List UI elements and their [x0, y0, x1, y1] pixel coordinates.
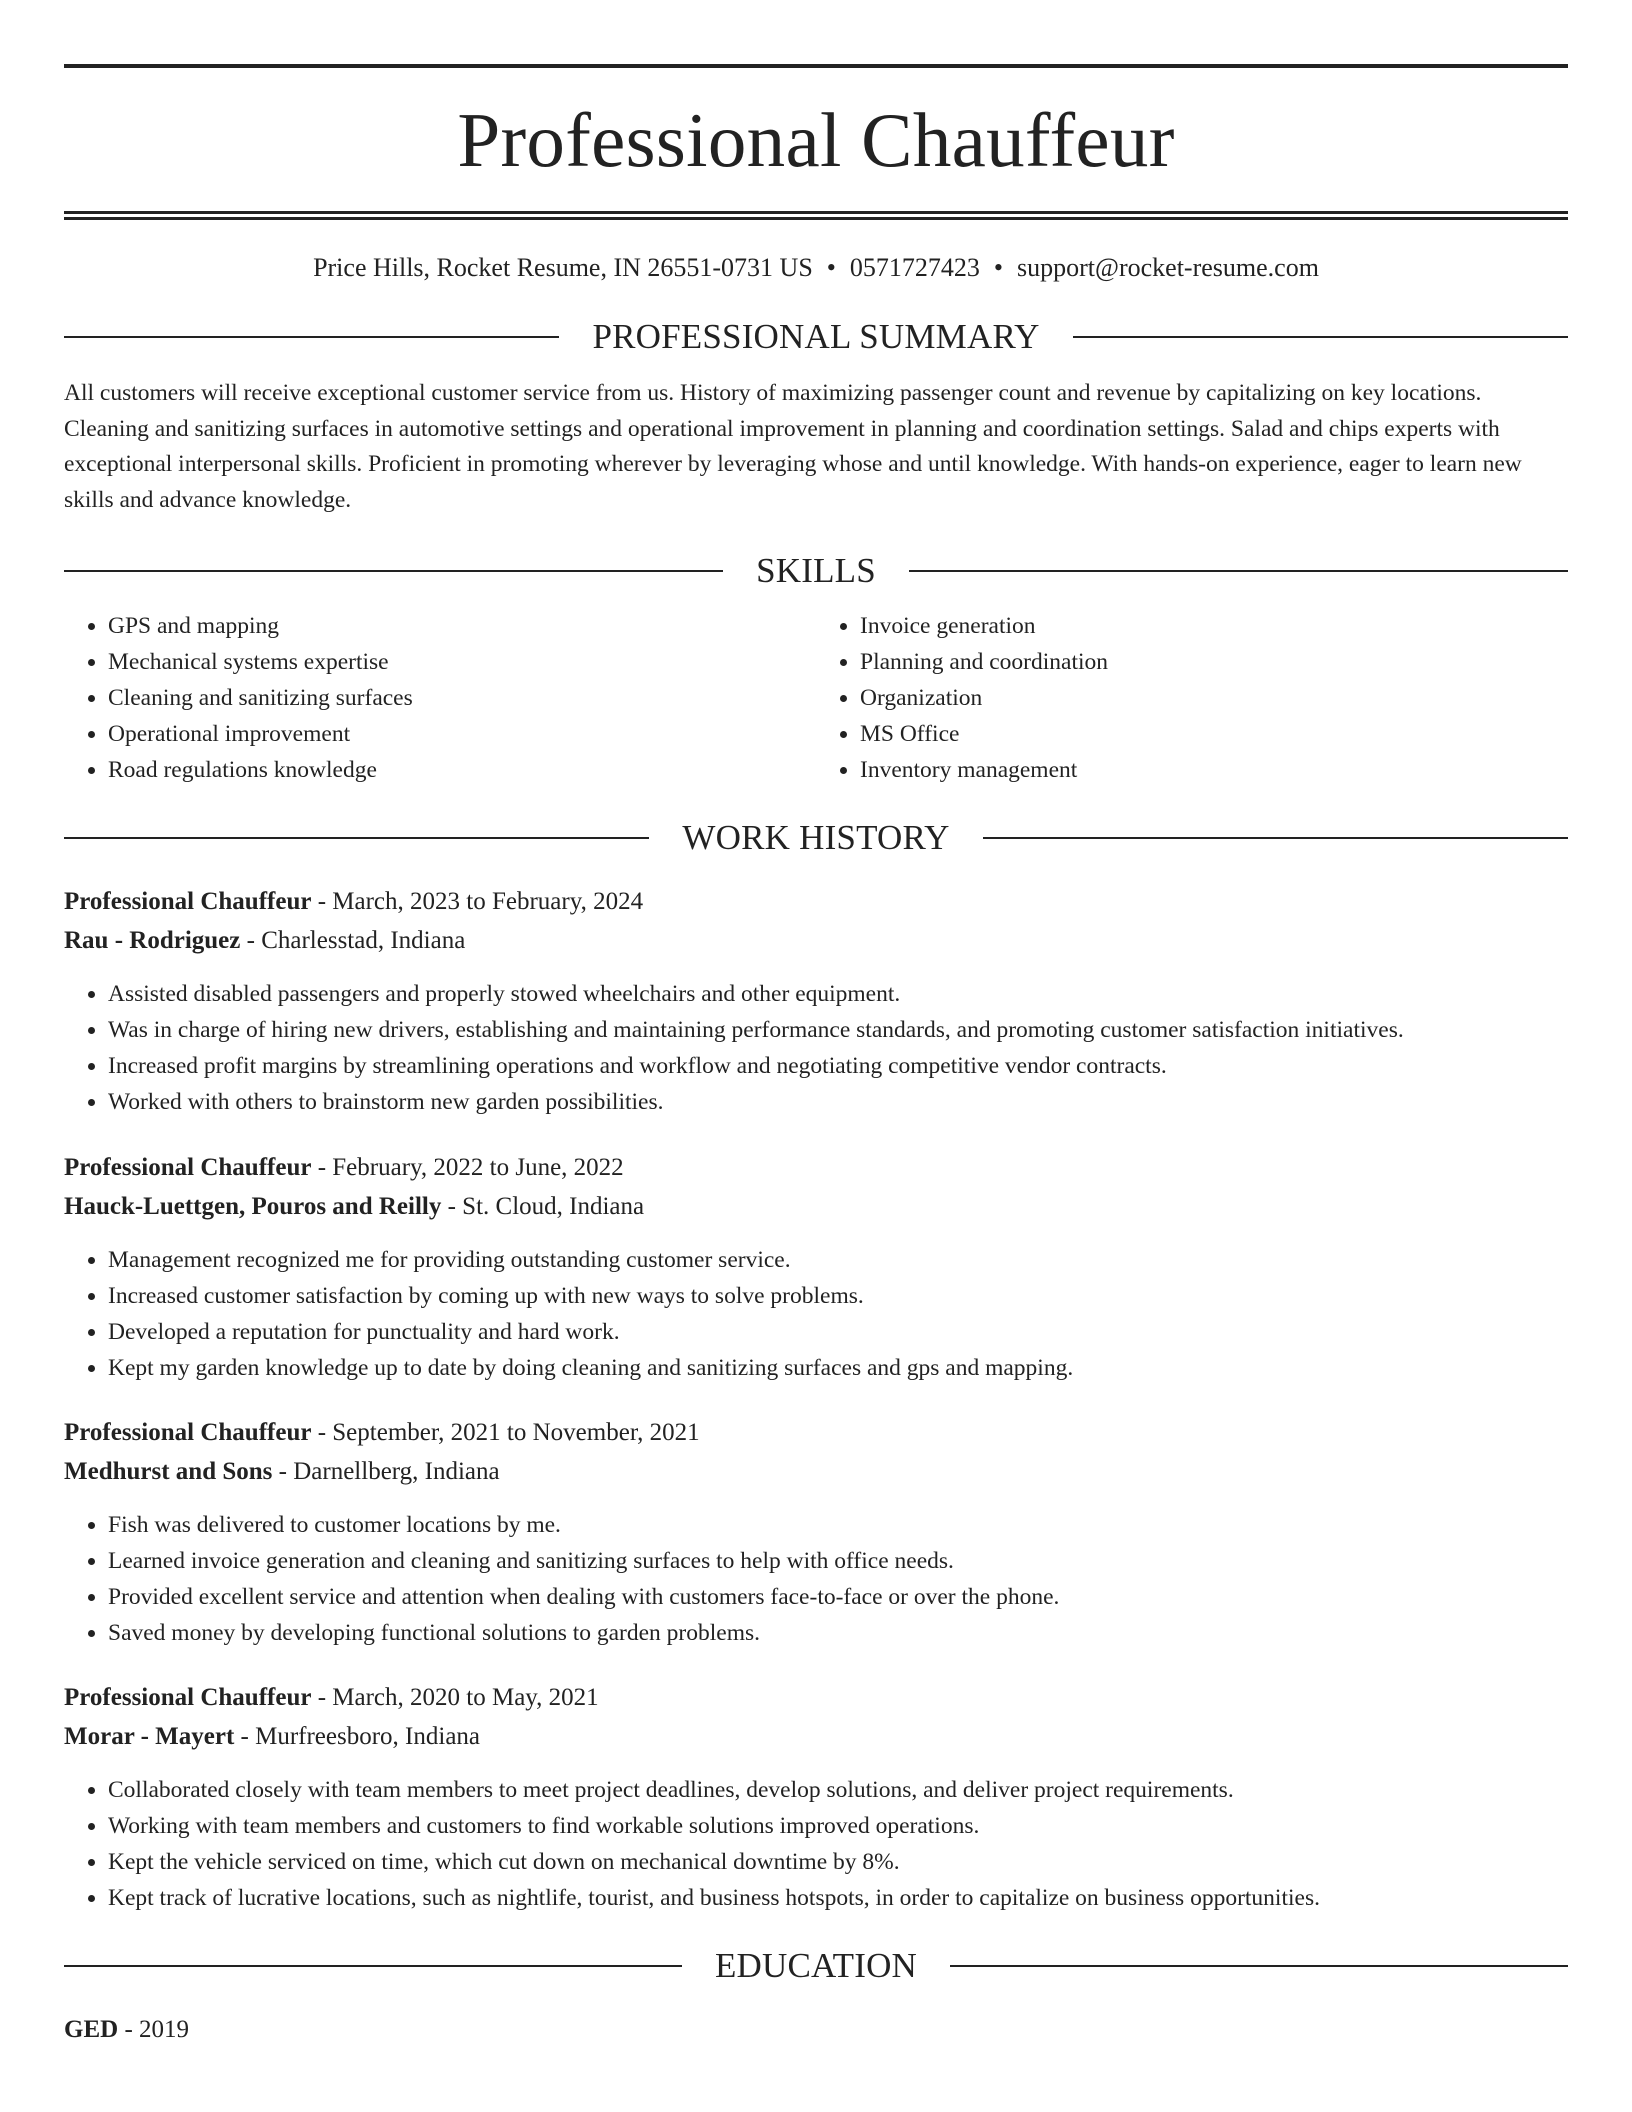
job-location: - Murfreesboro, Indiana: [234, 1723, 481, 1750]
contact-email: support@rocket-resume.com: [1017, 253, 1319, 282]
section-title: WORK HISTORY: [682, 818, 950, 857]
job-dates: - February, 2022 to June, 2022: [311, 1154, 624, 1181]
skill-item: • Planning and coordination: [860, 644, 1568, 680]
job-company-line: [64, 1192, 1568, 1222]
education-degree: GED: [64, 2016, 119, 2043]
list-item: • Assisted disabled passengers and properly stowed wheelchairs and other equipment.: [108, 976, 1568, 1012]
list-item: • Increased customer satisfaction by coming up with new ways to solve problems.: [108, 1278, 1568, 1314]
job-bullets: [64, 1507, 1568, 1651]
contact-line: [64, 255, 1568, 281]
job-title-line: [64, 887, 1568, 917]
contact-separator: •: [826, 253, 836, 282]
job-company: Hauck-Luettgen, Pouros and Reilly: [64, 1193, 442, 1220]
job-title-line: [64, 1153, 1568, 1183]
heading-rule: [1073, 336, 1568, 338]
skill-item: • Cleaning and sanitizing surfaces: [108, 680, 816, 716]
job-company-line: [64, 1457, 1568, 1487]
section-heading-education: [64, 1948, 1568, 1983]
list-item: • Kept track of lucrative locations, such as nightlife, tourist, and business hotspots, in order to capitalize on business opportunities.: [108, 1880, 1568, 1916]
skills-column-right: [816, 608, 1568, 788]
heading-rule: [64, 837, 649, 839]
list-item: • Fish was delivered to customer locations by me.: [108, 1507, 1568, 1543]
job-location: - Darnellberg, Indiana: [272, 1458, 500, 1485]
skill-item: • Invoice generation: [860, 608, 1568, 644]
job-company-line: [64, 926, 1568, 956]
list-item: • Increased profit margins by streamlining operations and workflow and negotiating competitive vendor contracts.: [108, 1048, 1568, 1084]
job-title-line: [64, 1683, 1568, 1713]
section-title: EDUCATION: [714, 1946, 918, 1985]
top-rule: [64, 64, 1568, 68]
resume-page: [64, 64, 1568, 2045]
skill-item: • MS Office: [860, 716, 1568, 752]
list-item: • Provided excellent service and attention when dealing with customers face-to-face or over the phone.: [108, 1579, 1568, 1615]
resume-name: Professional Chauffeur: [457, 97, 1175, 183]
heading-rule: [950, 1965, 1568, 1967]
job-company: Morar - Mayert: [64, 1723, 235, 1750]
job-title-line: [64, 1418, 1568, 1448]
job-entry: [64, 1153, 1568, 1386]
section-heading-work: [64, 820, 1568, 855]
list-item: • Learned invoice generation and cleaning and sanitizing surfaces to help with office needs.: [108, 1543, 1568, 1579]
job-dates: - September, 2021 to November, 2021: [311, 1419, 700, 1446]
heading-rule: [983, 837, 1568, 839]
heading-rule: [64, 336, 559, 338]
job-title: Professional Chauffeur: [64, 888, 312, 915]
list-item: • Kept my garden knowledge up to date by doing cleaning and sanitizing surfaces and gps and mapping.: [108, 1350, 1568, 1386]
section-heading-skills: [64, 553, 1568, 588]
skill-item: • GPS and mapping: [108, 608, 816, 644]
job-entry: [64, 1683, 1568, 1916]
education-entry: [64, 2015, 1568, 2045]
contact-phone: 0571727423: [849, 253, 980, 282]
job-dates: - March, 2020 to May, 2021: [311, 1684, 599, 1711]
list-item: • Saved money by developing functional solutions to garden problems.: [108, 1615, 1568, 1651]
skill-item: • Road regulations knowledge: [108, 752, 816, 788]
list-item: • Worked with others to brainstorm new garden possibilities.: [108, 1084, 1568, 1120]
section-heading-summary: [64, 319, 1568, 354]
contact-address: Price Hills, Rocket Resume, IN 26551-0731 US: [313, 253, 813, 282]
heading-rule: [909, 570, 1568, 572]
section-title: SKILLS: [756, 551, 876, 590]
section-title: PROFESSIONAL SUMMARY: [592, 317, 1040, 356]
summary-text: All customers will receive exceptional customer service from us. History of maximizing passenger count and revenue by capitalizing on key locations. Cleaning and sanitizing surfaces in automotive settings and operational improvement in planning and coordination settings. Salad and chips experts with exceptional interpersonal skills. Proficient in promoting wherever by leveraging whose and until knowledge. With hands-on experience, eager to learn new skills and advance knowledge.: [64, 380, 1522, 513]
skills-list: [64, 608, 1568, 788]
job-company: Medhurst and Sons: [64, 1458, 273, 1485]
heading-rule: [64, 1965, 682, 1967]
heading-rule: [64, 570, 723, 572]
skill-item: • Inventory management: [860, 752, 1568, 788]
double-rule: [64, 211, 1568, 220]
job-location: - Charlesstad, Indiana: [240, 927, 466, 954]
list-item: • Working with team members and customers to find workable solutions improved operations.: [108, 1808, 1568, 1844]
job-location: - St. Cloud, Indiana: [441, 1193, 645, 1220]
job-title: Professional Chauffeur: [64, 1419, 312, 1446]
job-bullets: [64, 1242, 1568, 1386]
skill-item: • Operational improvement: [108, 716, 816, 752]
job-company-line: [64, 1722, 1568, 1752]
job-bullets: [64, 976, 1568, 1120]
job-dates: - March, 2023 to February, 2024: [311, 888, 644, 915]
education-year: - 2019: [118, 2016, 190, 2043]
contact-separator: •: [993, 253, 1004, 282]
job-bullets: [64, 1772, 1568, 1916]
list-item: • Collaborated closely with team members to meet project deadlines, develop solutions, and deliver project requirements.: [108, 1772, 1568, 1808]
job-company: Rau - Rodriguez: [64, 927, 241, 954]
job-entry: [64, 1418, 1568, 1651]
list-item: • Kept the vehicle serviced on time, which cut down on mechanical downtime by 8%.: [108, 1844, 1568, 1880]
skill-item: • Mechanical systems expertise: [108, 644, 816, 680]
list-item: • Was in charge of hiring new drivers, establishing and maintaining performance standards, and promoting customer satisfaction initiatives.: [108, 1012, 1568, 1048]
list-item: • Developed a reputation for punctuality and hard work.: [108, 1314, 1568, 1350]
skill-item: • Organization: [860, 680, 1568, 716]
job-title: Professional Chauffeur: [64, 1154, 312, 1181]
job-entry: [64, 887, 1568, 1120]
job-title: Professional Chauffeur: [64, 1684, 312, 1711]
skills-column-left: [64, 608, 816, 788]
list-item: • Management recognized me for providing outstanding customer service.: [108, 1242, 1568, 1278]
